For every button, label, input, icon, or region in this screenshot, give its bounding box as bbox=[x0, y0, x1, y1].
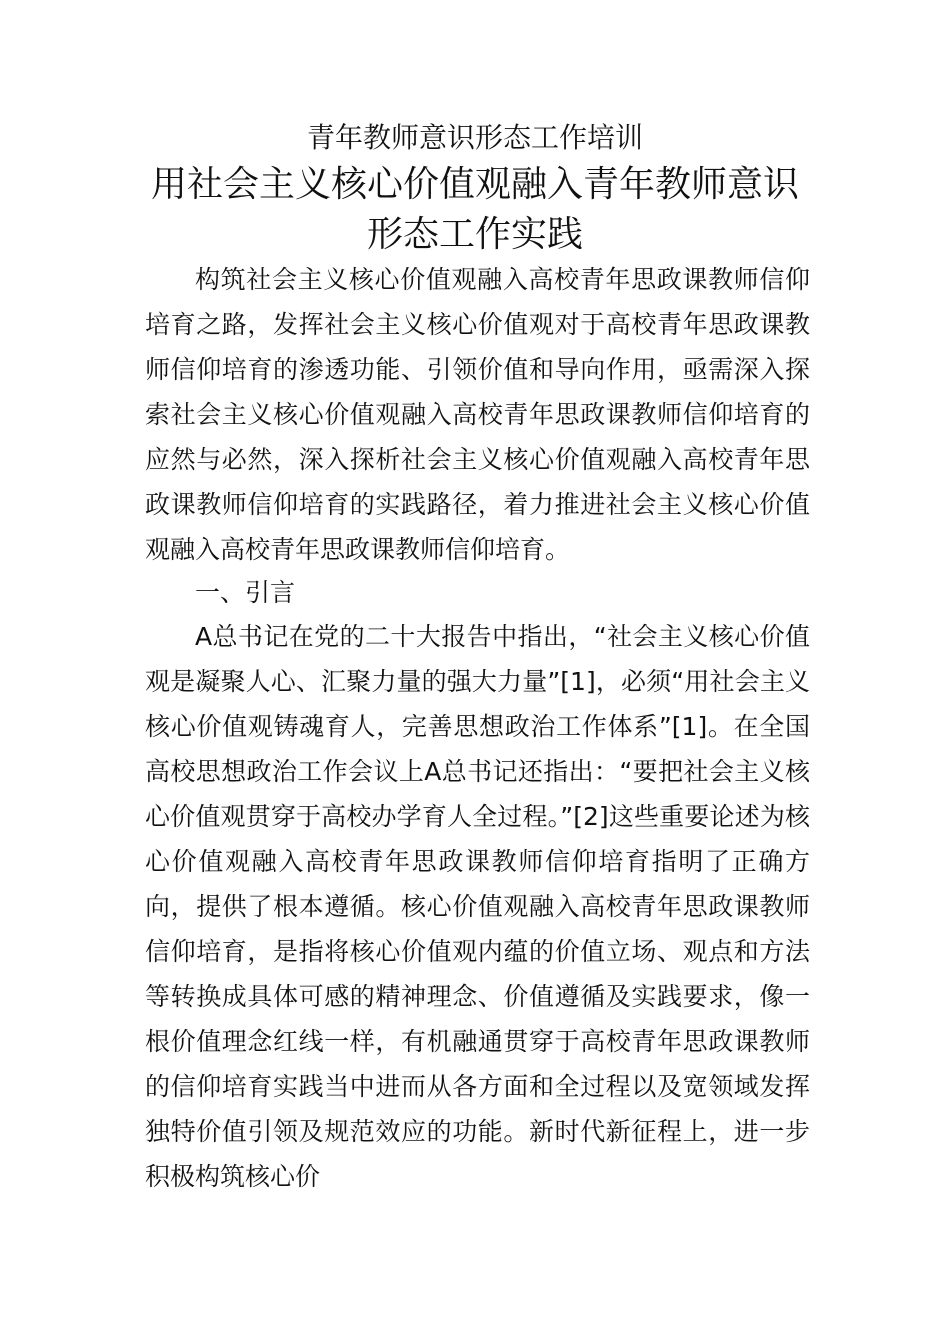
section-heading-block bbox=[145, 570, 810, 615]
document-subtitle: 青年教师意识形态工作培训 bbox=[306, 121, 643, 154]
body-paragraph-block bbox=[145, 614, 810, 1199]
intro-paragraph: 构筑社会主义核心价值观融入高校青年思政课教师信仰培育之路，发挥社会主义核心价值观对于高校青年思政课教师信仰培育的渗透功能、引领价值和导向作用，亟需深入探索社会主义核心价值观融入高校青年思政课教师信仰培育的应然与必然，深入探析社会主义核心价值观融入高校青年思政课教师信仰培育的实践路径，着力推进社会主义核心价值观融入高校青年思政课教师信仰培育。 bbox=[145, 265, 810, 564]
intro-paragraph-block bbox=[145, 257, 810, 572]
body-paragraph: A总书记在党的二十大报告中指出，“社会主义核心价值观是凝聚人心、汇聚力量的强大力量”[1]，必须“用社会主义核心价值观铸魂育人，完善思想政治工作体系”[1]。在全国高校思想政治工作会议上A总书记还指出：“要把社会主义核心价值观贯穿于高校办学育人全过程。”[2]这些重要论述为核心价值观融入高校青年思政课教师信仰培育指明了正确方向，提供了根本遵循。核心价值观融入高校青年思政课教师信仰培育，是指将核心价值观内蕴的价值立场、观点和方法等转换成具体可感的精神理念、价值遵循及实践要求，像一根价值理念红线一样，有机融通贯穿于高校青年思政课教师的信仰培育实践当中进而从各方面和全过程以及宽领域发挥独特价值引领及规范效应的功能。新时代新征程上，进一步积极构筑核心价 bbox=[145, 622, 810, 1191]
section-heading: 一、引言 bbox=[195, 578, 296, 607]
document-title: 用社会主义核心价值观融入青年教师意识形态工作实践 bbox=[150, 164, 799, 255]
